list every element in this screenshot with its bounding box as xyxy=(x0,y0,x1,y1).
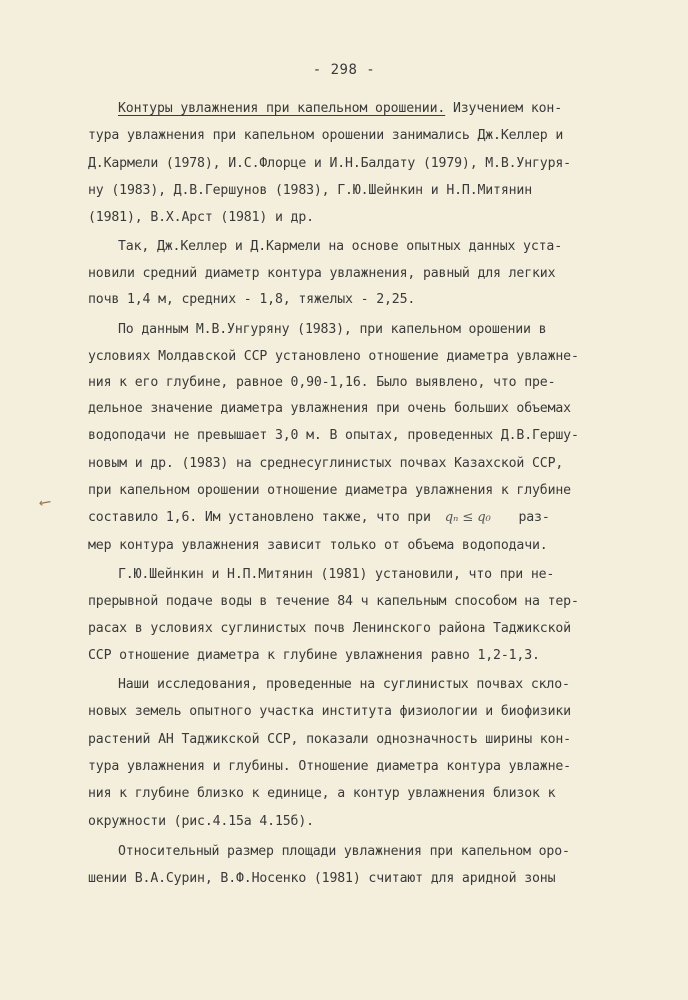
text-line: условиях Молдавской ССР установлено отношение диаметра увлажне- xyxy=(88,349,579,364)
text-line: ния к его глубине, равное 0,90-1,16. Было выявлено, что пре- xyxy=(88,375,556,390)
text-line: дельное значение диаметра увлажнения при очень больших объемах xyxy=(88,401,571,416)
text-line: По данным М.В.Унгуряну (1983), при капельном орошении в xyxy=(118,322,547,337)
text-line: шении В.А.Сурин, В.Ф.Носенко (1981) считают для аридной зоны xyxy=(88,871,556,886)
text-line: новым и др. (1983) на среднесуглинистых почвах Казахской ССР, xyxy=(88,456,564,471)
text-line: мер контура увлажнения зависит только от объема водоподачи. xyxy=(88,538,548,553)
text-line: Д.Кармели (1978), И.С.Флорце и И.Н.Балдату (1979), М.В.Унгуря- xyxy=(88,156,571,171)
text-line: ния к глубине близко к единице, а контур увлажнения близок к xyxy=(88,786,556,801)
text-line: водоподачи не превышает 3,0 м. В опытах, проведенных Д.В.Гершу- xyxy=(88,428,579,443)
text-line: составило 1,6. Им установлено также, что при qₙ ≤ q₀ раз- xyxy=(88,510,550,525)
page-number: - 298 - xyxy=(312,62,376,78)
text-line: при капельном орошении отношение диаметра увлажнения к глубине xyxy=(88,483,571,498)
text-line: ССР отношение диаметра к глубине увлажнения равно 1,2-1,3. xyxy=(88,648,540,663)
text-line: почв 1,4 м, средних - 1,8, тяжелых - 2,25. xyxy=(88,292,416,307)
text-line: Контуры увлажнения при капельном орошении. Изучением кон- xyxy=(118,101,563,116)
text-line: растений АН Таджикской ССР, показали однозначность ширины кон- xyxy=(88,732,571,747)
text-line: расах в условиях суглинистых почв Ленинского района Таджикской xyxy=(88,621,571,636)
text-line: новых земель опытного участка института физиологии и биофизики xyxy=(88,704,571,719)
text-line: Г.Ю.Шейнкин и Н.П.Митянин (1981) установили, что при не- xyxy=(118,567,555,582)
inline-formula: qₙ ≤ q₀ xyxy=(444,510,491,525)
text-line: новили средний диаметр контура увлажнения, равный для легких xyxy=(88,266,556,281)
text-line: тура увлажнения и глубины. Отношение диаметра контура увлажне- xyxy=(88,759,571,774)
text-line: окружности (рис.4.15а 4.15б). xyxy=(88,814,314,829)
text-line: Наши исследования, проведенные на суглинистых почвах скло- xyxy=(118,677,570,692)
margin-mark: ⟵ xyxy=(38,491,52,512)
text-line: ну (1983), Д.В.Гершунов (1983), Г.Ю.Шейнкин и Н.П.Митянин xyxy=(88,183,533,198)
text-line: прерывной подаче воды в течение 84 ч капельным способом на тер- xyxy=(88,594,579,609)
text-line: (1981), В.Х.Арст (1981) и др. xyxy=(88,210,314,225)
text-line: Так, Дж.Келлер и Д.Кармели на основе опытных данных уста- xyxy=(118,239,563,254)
text-line: Относительный размер площади увлажнения при капельном оро- xyxy=(118,844,570,859)
section-heading: Контуры увлажнения при капельном орошении. xyxy=(118,101,446,116)
text-line: тура увлажнения при капельном орошении занимались Дж.Келлер и xyxy=(88,128,564,143)
